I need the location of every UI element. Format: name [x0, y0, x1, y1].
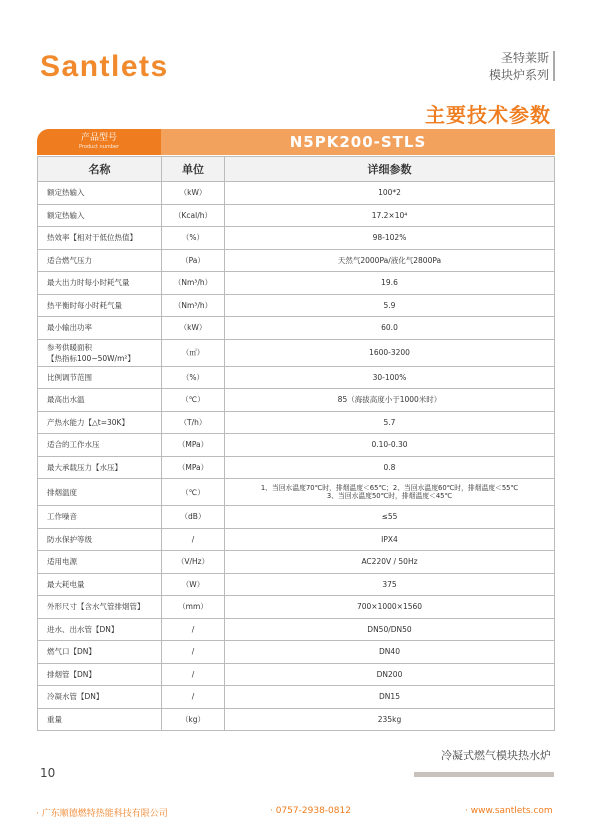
row-unit: （Kcal/h）: [162, 204, 225, 227]
row-unit: /: [162, 663, 225, 686]
table-row: [38, 339, 555, 366]
table-row: [38, 227, 555, 250]
spec-table: [37, 156, 555, 731]
row-value: 5.7: [225, 411, 555, 434]
footer-website-text[interactable]: www.santlets.com: [470, 806, 553, 816]
table-row: [38, 663, 555, 686]
row-value: 0.8: [225, 456, 555, 479]
row-name: 适合燃气压力: [38, 249, 162, 272]
row-name: 排烟管【DN】: [38, 663, 162, 686]
row-unit: （kg）: [162, 708, 225, 731]
table-row: [38, 456, 555, 479]
table-row: [38, 686, 555, 709]
row-name: 额定热输入: [38, 204, 162, 227]
row-unit: （W）: [162, 573, 225, 596]
row-value: 98-102%: [225, 227, 555, 250]
table-row: [38, 272, 555, 295]
row-name: 工作噪音: [38, 506, 162, 529]
table-row: [38, 182, 555, 205]
page-title: 主要技术参数: [425, 103, 551, 127]
row-name: 额定热输入: [38, 182, 162, 205]
table-header-row: [38, 157, 555, 182]
row-unit: （℃）: [162, 479, 225, 506]
row-value: 17.2×10⁴: [225, 204, 555, 227]
table-row: [38, 204, 555, 227]
row-unit: （MPa）: [162, 456, 225, 479]
footer-company-text: 广东顺德燃特热能科技有限公司: [41, 809, 168, 819]
row-unit: （kW）: [162, 182, 225, 205]
row-unit: /: [162, 686, 225, 709]
table-row: [38, 411, 555, 434]
header-value: 详细参数: [225, 157, 555, 182]
row-name: 最小输出功率: [38, 317, 162, 340]
table-row: [38, 596, 555, 619]
row-name: 防水保护等级: [38, 528, 162, 551]
table-row: [38, 389, 555, 412]
row-value: 235kg: [225, 708, 555, 731]
footer-phone: · 0757-2938-0812: [270, 806, 351, 816]
footer-phone-text: 0757-2938-0812: [275, 806, 351, 816]
row-name: 热平衡时每小时耗气量: [38, 294, 162, 317]
row-unit: （Nm³/h）: [162, 272, 225, 295]
model-header: [37, 129, 555, 155]
row-unit: （V/Hz）: [162, 551, 225, 574]
series-line-2: 模块炉系列: [488, 68, 549, 82]
row-unit: （T/h）: [162, 411, 225, 434]
model-number: N5PK200-STLS: [161, 129, 555, 155]
row-name: 最大承载压力【水压】: [38, 456, 162, 479]
row-value: AC220V / 50Hz: [225, 551, 555, 574]
row-value: 0.10-0.30: [225, 434, 555, 457]
header-name: 名称: [38, 157, 162, 182]
table-row: [38, 366, 555, 389]
table-row: [38, 528, 555, 551]
row-value: 375: [225, 573, 555, 596]
table-row: [38, 551, 555, 574]
row-name: 重量: [38, 708, 162, 731]
row-name: 最大出力时每小时耗气量: [38, 272, 162, 295]
row-value: 100*2: [225, 182, 555, 205]
row-unit: （㎡）: [162, 339, 225, 366]
series-divider: [553, 51, 555, 81]
row-value: 1600-3200: [225, 339, 555, 366]
footer-website[interactable]: · www.santlets.com: [465, 806, 553, 816]
row-unit: （%）: [162, 366, 225, 389]
row-unit: （dB）: [162, 506, 225, 529]
row-unit: （Pa）: [162, 249, 225, 272]
series-label: [489, 50, 549, 84]
row-value: 60.0: [225, 317, 555, 340]
table-row: [38, 506, 555, 529]
row-value: IPX4: [225, 528, 555, 551]
table-row: [38, 249, 555, 272]
row-unit: /: [162, 618, 225, 641]
row-value: 天然气2000Pa/液化气2800Pa: [225, 249, 555, 272]
row-unit: （℃）: [162, 389, 225, 412]
table-row: [38, 708, 555, 731]
row-value: DN200: [225, 663, 555, 686]
model-label-en: Product number: [78, 144, 120, 150]
row-unit: /: [162, 528, 225, 551]
row-name: 热效率【相对于低位热值】: [38, 227, 162, 250]
row-name: 排烟温度: [38, 479, 162, 506]
footer-company: · 广东顺德燃特热能科技有限公司: [36, 809, 168, 819]
row-value: DN15: [225, 686, 555, 709]
row-value: 700×1000×1560: [225, 596, 555, 619]
row-unit: （kW）: [162, 317, 225, 340]
row-name: 外形尺寸【含水气管排烟管】: [38, 596, 162, 619]
page-number: 10: [40, 766, 56, 780]
table-row: [38, 641, 555, 664]
table-row: [38, 618, 555, 641]
row-unit: （mm）: [162, 596, 225, 619]
row-value: 85（海拔高度小于1000米时）: [225, 389, 555, 412]
decorative-bar: [414, 772, 554, 777]
row-name: 进水、出水管【DN】: [38, 618, 162, 641]
row-name: 比例调节范围: [38, 366, 162, 389]
row-unit: （%）: [162, 227, 225, 250]
row-name: 最大耗电量: [38, 573, 162, 596]
table-row: [38, 294, 555, 317]
product-name: 冷凝式燃气模块热水炉: [441, 749, 551, 762]
row-name: 产热水能力【△t=30K】: [38, 411, 162, 434]
row-value: ≤55: [225, 506, 555, 529]
table-row: [38, 317, 555, 340]
header-unit: 单位: [162, 157, 225, 182]
santlets-logo: Santlets: [40, 50, 169, 83]
row-name: 适用电源: [38, 551, 162, 574]
row-value: DN40: [225, 641, 555, 664]
row-name: 冷凝水管【DN】: [38, 686, 162, 709]
row-value: 1、当回水温度70℃时，排烟温度＜65℃；2、当回水温度60℃时，排烟温度＜55℃ 3、当回水温度50℃时，排烟温度＜45℃: [225, 479, 555, 506]
table-row: [38, 479, 555, 506]
row-name: 适合的工作水压: [38, 434, 162, 457]
table-row: [38, 434, 555, 457]
row-unit: （MPa）: [162, 434, 225, 457]
row-name: 最高出水温: [38, 389, 162, 412]
row-unit: （Nm³/h）: [162, 294, 225, 317]
row-name: 参考供暖面积 【热指标100~50W/m²】: [38, 339, 162, 366]
row-value: 19.6: [225, 272, 555, 295]
row-value: DN50/DN50: [225, 618, 555, 641]
row-value: 5.9: [225, 294, 555, 317]
row-unit: /: [162, 641, 225, 664]
model-label-cn: 产品型号: [80, 133, 117, 143]
model-label-tab: [37, 129, 161, 155]
row-value: 30-100%: [225, 366, 555, 389]
row-name: 燃气口【DN】: [38, 641, 162, 664]
footer: [0, 806, 593, 822]
series-line-1: 圣特莱斯: [500, 51, 549, 65]
table-row: [38, 573, 555, 596]
